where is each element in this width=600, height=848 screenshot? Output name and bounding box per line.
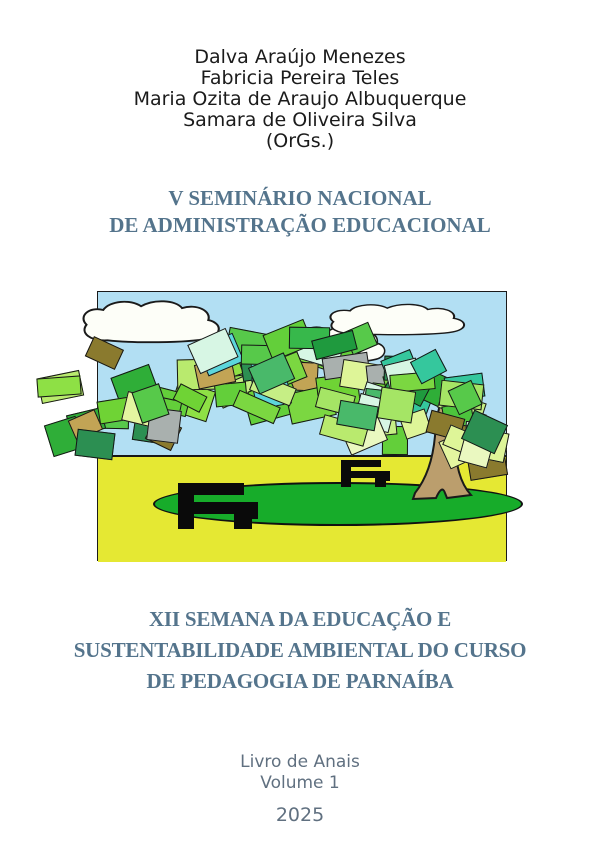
volume-label: Volume 1 [260, 773, 340, 793]
author-line: Dalva Araújo Menezes [194, 46, 406, 68]
subtitle-line-2: SUSTENTABILIDADE AMBIENTAL DO CURSO [73, 638, 527, 662]
subtitle-line-3: DE PEDAGOGIA DE PARNAÍBA [146, 669, 454, 693]
leaf-note [85, 337, 124, 370]
leaf-note [377, 386, 417, 423]
main-title-line-2: DE ADMINISTRAÇÃO EDUCACIONAL [109, 213, 491, 237]
event-subtitle [0, 604, 600, 697]
main-title-line-1: V SEMINÁRIO NACIONAL [168, 186, 432, 210]
leaf-note [36, 375, 81, 397]
leaf-note [74, 429, 115, 461]
author-line: Samara de Oliveira Silva [183, 109, 417, 131]
subtitle-line-1: XII SEMANA DA EDUCAÇÃO E [148, 607, 452, 631]
year-label: 2025 [275, 804, 325, 826]
leaf-field [98, 292, 506, 560]
series-title: Livro de Anais [240, 752, 360, 772]
main-title [0, 185, 600, 239]
cover-illustration [97, 291, 507, 561]
footer-block [0, 752, 600, 826]
author-line: Maria Ozita de Araujo Albuquerque [133, 88, 467, 110]
organizers-label: (OrGs.) [265, 130, 335, 152]
author-line: Fabricia Pereira Teles [200, 67, 400, 89]
authors-block [0, 47, 600, 152]
